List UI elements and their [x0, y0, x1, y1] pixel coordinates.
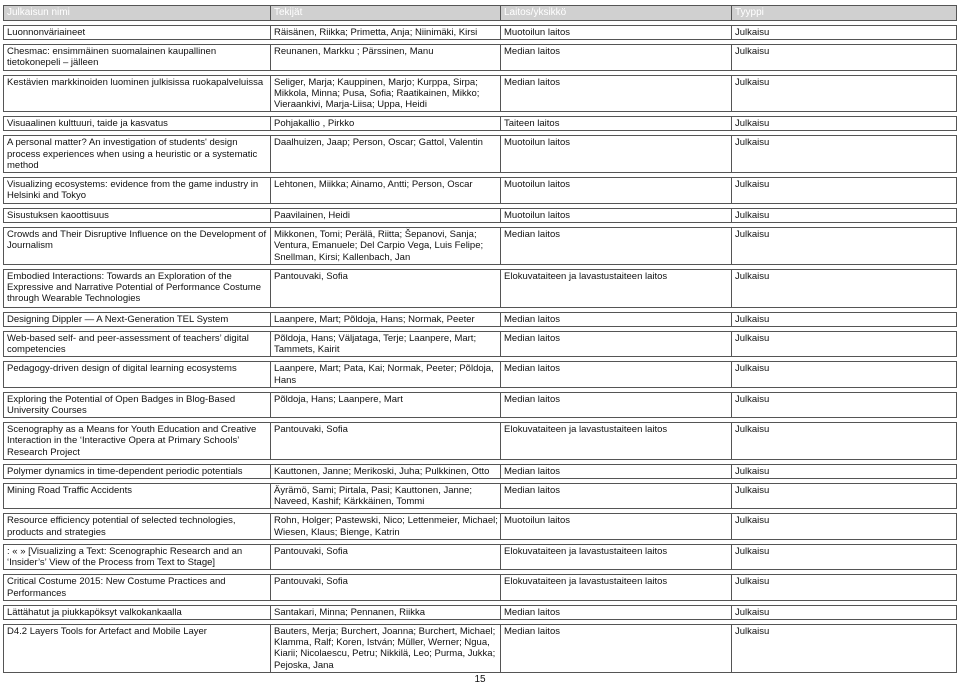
cell-authors: Lehtonen, Miikka; Ainamo, Antti; Person, Oscar — [271, 178, 501, 204]
cell-unit: Median laitos — [501, 464, 732, 478]
cell-unit: Muotoilun laitos — [501, 514, 732, 539]
cell-type: Julkaisu — [732, 178, 957, 204]
cell-type: Julkaisu — [732, 312, 957, 326]
cell-unit: Muotoilun laitos — [501, 136, 732, 173]
cell-type: Julkaisu — [732, 209, 957, 223]
cell-title: Mining Road Traffic Accidents — [4, 484, 271, 509]
cell-type: Julkaisu — [732, 605, 957, 619]
cell-title: Exploring the Potential of Open Badges in Blog-Based University Courses — [4, 392, 271, 417]
cell-authors: Paavilainen, Heidi — [271, 209, 501, 223]
cell-type: Julkaisu — [732, 575, 957, 600]
table-row — [4, 332, 957, 357]
cell-title: Visuaalinen kulttuuri, taide ja kasvatus — [4, 117, 271, 131]
table-row — [4, 392, 957, 417]
cell-unit: Median laitos — [501, 362, 732, 387]
cell-authors: Põldoja, Hans; Väljataga, Terje; Laanpere, Mart; Tammets, Kairit — [271, 332, 501, 357]
cell-authors: Santakari, Minna; Pennanen, Riikka — [271, 605, 501, 619]
cell-authors: Mikkonen, Tomi; Perälä, Riitta; Šepanovi, Sanja; Ventura, Emanuele; Del Carpio Vega, Luis Felipe; Snellman, Kirsi; Kallenbach, Jan — [271, 228, 501, 265]
table-row — [4, 464, 957, 478]
cell-authors: Äyrämö, Sami; Pirtala, Pasi; Kauttonen, Janne; Naveed, Kashif; Kärkkäinen, Tommi — [271, 484, 501, 509]
cell-title: A personal matter? An investigation of students' design process experiences when using a heuristic or a systematic method — [4, 136, 271, 173]
cell-type: Julkaisu — [732, 484, 957, 509]
table-row — [4, 312, 957, 326]
cell-authors: Pantouvaki, Sofia — [271, 544, 501, 569]
table-header-row — [4, 6, 957, 21]
cell-unit: Median laitos — [501, 484, 732, 509]
cell-authors: Seliger, Marja; Kauppinen, Marjo; Kurppa, Sirpa; Mikkola, Minna; Pusa, Sofia; Raatikainen, Mikko; Vieraankivi, Marja-Liisa; Uppa, Heidi — [271, 75, 501, 112]
cell-authors: Laanpere, Mart; Põldoja, Hans; Normak, Peeter — [271, 312, 501, 326]
cell-title: Scenography as a Means for Youth Education and Creative Interaction in the ‘Interactive Opera at Primary Schools’ Research Project — [4, 423, 271, 460]
cell-type: Julkaisu — [732, 332, 957, 357]
cell-title: Designing Dippler — A Next-Generation TEL System — [4, 312, 271, 326]
cell-title: Polymer dynamics in time-dependent periodic potentials — [4, 464, 271, 478]
cell-title: : « » [Visualizing a Text: Scenographic Research and an ‘Insider’s’ View of the Process from Text to Stage] — [4, 544, 271, 569]
cell-type: Julkaisu — [732, 117, 957, 131]
header-unit: Laitos/yksikkö — [501, 6, 732, 21]
cell-unit: Elokuvataiteen ja lavastustaiteen laitos — [501, 423, 732, 460]
cell-unit: Muotoilun laitos — [501, 209, 732, 223]
cell-authors: Räisänen, Riikka; Primetta, Anja; Niinimäki, Kirsi — [271, 26, 501, 40]
cell-type: Julkaisu — [732, 423, 957, 460]
table-row — [4, 269, 957, 307]
cell-title: Critical Costume 2015: New Costume Practices and Performances — [4, 575, 271, 600]
table-row — [4, 423, 957, 460]
cell-authors: Pantouvaki, Sofia — [271, 575, 501, 600]
cell-type: Julkaisu — [732, 136, 957, 173]
cell-authors: Bauters, Merja; Burchert, Joanna; Burchert, Michael; Klamma, Ralf; Koren, István; Müller, Werner; Ngua, Kiarii; Nicolaescu, Petru; Nikkilä, Leo; Purma, Jukka; Pejoska, Jana — [271, 624, 501, 672]
cell-authors: Pantouvaki, Sofia — [271, 423, 501, 460]
cell-unit: Muotoilun laitos — [501, 178, 732, 204]
cell-unit: Median laitos — [501, 392, 732, 417]
cell-authors: Pohjakallio , Pirkko — [271, 117, 501, 131]
cell-unit: Elokuvataiteen ja lavastustaiteen laitos — [501, 575, 732, 600]
cell-type: Julkaisu — [732, 544, 957, 569]
table-row — [4, 575, 957, 600]
table-row — [4, 484, 957, 509]
cell-type: Julkaisu — [732, 26, 957, 40]
cell-title: D4.2 Layers Tools for Artefact and Mobile Layer — [4, 624, 271, 672]
table-row — [4, 362, 957, 387]
table-row — [4, 209, 957, 223]
cell-unit: Median laitos — [501, 75, 732, 112]
cell-unit: Median laitos — [501, 45, 732, 70]
table-row — [4, 544, 957, 569]
table-row — [4, 117, 957, 131]
table-row — [4, 624, 957, 672]
cell-type: Julkaisu — [732, 269, 957, 307]
cell-type: Julkaisu — [732, 624, 957, 672]
table-row — [4, 45, 957, 70]
cell-authors: Kauttonen, Janne; Merikoski, Juha; Pulkkinen, Otto — [271, 464, 501, 478]
cell-title: Sisustuksen kaoottisuus — [4, 209, 271, 223]
cell-title: Resource efficiency potential of selected technologies, products and strategies — [4, 514, 271, 539]
cell-unit: Taiteen laitos — [501, 117, 732, 131]
cell-unit: Median laitos — [501, 312, 732, 326]
table-row — [4, 75, 957, 112]
cell-unit: Median laitos — [501, 332, 732, 357]
cell-title: Pedagogy-driven design of digital learning ecosystems — [4, 362, 271, 387]
cell-type: Julkaisu — [732, 362, 957, 387]
table-row — [4, 228, 957, 265]
cell-title: Chesmac: ensimmäinen suomalainen kaupallinen tietokonepeli – jälleen — [4, 45, 271, 70]
cell-title: Web-based self- and peer-assessment of teachers’ digital competencies — [4, 332, 271, 357]
table-row — [4, 514, 957, 539]
cell-unit: Muotoilun laitos — [501, 26, 732, 40]
cell-authors: Pantouvaki, Sofia — [271, 269, 501, 307]
cell-type: Julkaisu — [732, 464, 957, 478]
cell-title: Embodied Interactions: Towards an Exploration of the Expressive and Narrative Potential of Performance Costume through Wearable Technologies — [4, 269, 271, 307]
cell-unit: Median laitos — [501, 228, 732, 265]
cell-title: Luonnonväriaineet — [4, 26, 271, 40]
cell-authors: Põldoja, Hans; Laanpere, Mart — [271, 392, 501, 417]
cell-unit: Elokuvataiteen ja lavastustaiteen laitos — [501, 269, 732, 307]
table-row — [4, 136, 957, 173]
cell-authors: Laanpere, Mart; Pata, Kai; Normak, Peeter; Põldoja, Hans — [271, 362, 501, 387]
cell-authors: Daalhuizen, Jaap; Person, Oscar; Gattol, Valentin — [271, 136, 501, 173]
cell-title: Kestävien markkinoiden luominen julkisissa ruokapalveluissa — [4, 75, 271, 112]
cell-unit: Median laitos — [501, 624, 732, 672]
table-row — [4, 26, 957, 40]
cell-type: Julkaisu — [732, 514, 957, 539]
header-type: Tyyppi — [732, 6, 957, 21]
cell-authors: Rohn, Holger; Pastewski, Nico; Lettenmeier, Michael; Wiesen, Klaus; Bienge, Katrin — [271, 514, 501, 539]
cell-title: Crowds and Their Disruptive Influence on the Development of Journalism — [4, 228, 271, 265]
cell-type: Julkaisu — [732, 75, 957, 112]
publications-table — [3, 5, 957, 673]
table-row — [4, 178, 957, 204]
cell-unit: Median laitos — [501, 605, 732, 619]
cell-title: Visualizing ecosystems: evidence from the game industry in Helsinki and Tokyo — [4, 178, 271, 204]
table-row — [4, 605, 957, 619]
cell-unit: Elokuvataiteen ja lavastustaiteen laitos — [501, 544, 732, 569]
page-number: 15 — [474, 674, 486, 685]
cell-authors: Reunanen, Markku ; Pärssinen, Manu — [271, 45, 501, 70]
cell-title: Lättähatut ja piukkapöksyt valkokankaalla — [4, 605, 271, 619]
header-authors: Tekijät — [271, 6, 501, 21]
cell-type: Julkaisu — [732, 228, 957, 265]
cell-type: Julkaisu — [732, 392, 957, 417]
cell-type: Julkaisu — [732, 45, 957, 70]
header-title: Julkaisun nimi — [4, 6, 271, 21]
